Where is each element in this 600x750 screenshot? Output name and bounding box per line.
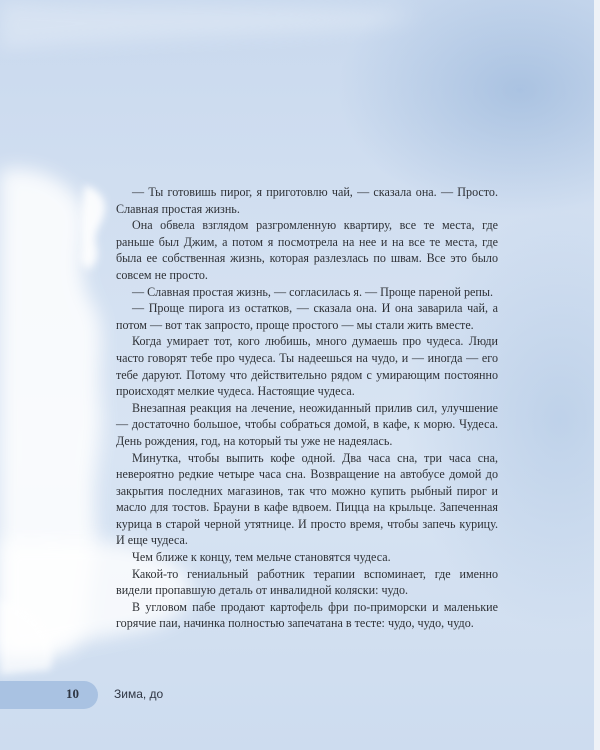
paragraph: — Славная простая жизнь, — согласилась я. — Проще пареной репы. [132,284,493,299]
paragraph: В угловом пабе продают картофель фри по-приморски и маленькие горячие паи, начинка полностью запечатана в тесте: чудо, чудо, чудо. [116,599,498,631]
paragraph: Когда умирает тот, кого любишь, много думаешь про чудеса. Люди часто говорят тебе про чудеса. Ты надеешься на чудо, и — иногда — его тебе даруют. Потому что действительно рядом с умирающим постоянно происходят мелкие чудеса. Настоящие чудеса. [116,334,498,399]
page-number: 10 [66,686,79,701]
paragraph: Минутка, чтобы выпить кофе одной. Два часа сна, три часа сна, невероятно редкие четыре часа сна. Возвращение на автобусе домой до закрытия последних магазинов, так что можно купить рыбный пирог и масло для тостов. Брауни в кафе вдвоем. Пицца на крыльце. Запеченная курица в старой черной утятнице. И просто время, чтобы запечь курицу. И еще чудеса. [116,450,498,548]
paragraph: Чем ближе к концу, тем мельче становятся чудеса. [132,550,391,565]
paragraph: Она обвела взглядом разгромленную квартиру, все те места, где раньше был Джим, а потом я посмотрела на нее и на все те места, где была ее собственная жизнь, которая разлезлась по швам. Все это было совсем не просто. [116,218,498,282]
page-number-tab [0,681,98,709]
page-edge [594,0,600,750]
running-title: Зима, до [114,687,164,701]
paragraph: Внезапная реакция на лечение, неожиданный прилив сил, улучшение — достаточно большое, чтобы собраться домой, в кафе, к морю. Чудеса. День рождения, год, на который ты уже не надеялась. [116,400,498,448]
body-text [116,184,498,632]
paragraph: Какой-то гениальный работник терапии вспоминает, где именно видели пропавшую деталь от инвалидной коляски: чудо. [116,566,498,598]
paragraph: — Ты готовишь пирог, я приготовлю чай, — сказала она. — Просто. Славная простая жизнь. [116,185,498,216]
paragraph: — Проще пирога из остатков, — сказала она. И она заварила чай, а потом — вот так запросто, проще простого — мы стали жить вместе. [116,301,498,332]
